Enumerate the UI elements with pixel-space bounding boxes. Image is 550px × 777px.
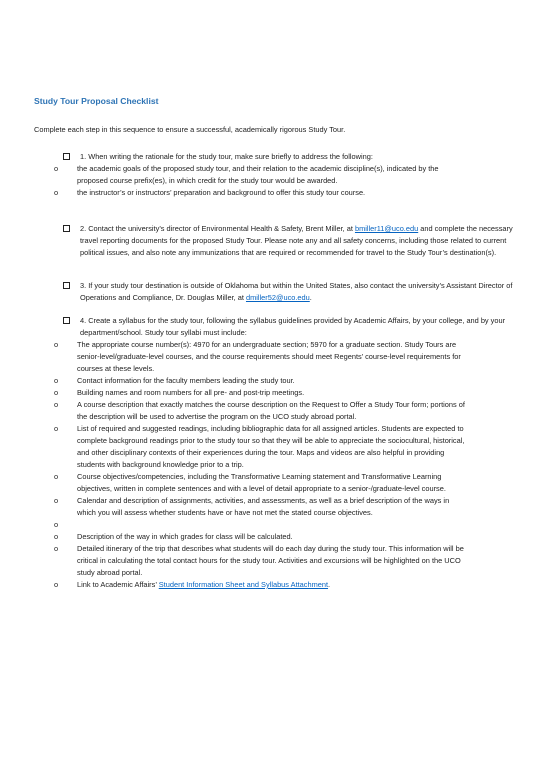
circle-bullet-icon: o (54, 472, 59, 481)
list-item (54, 519, 465, 531)
circle-bullet-icon: o (54, 388, 59, 397)
step-4-sublist (54, 339, 465, 591)
list-item: o Link to Academic Affairs’ Student Information Sheet and Syllabus Attachment. (54, 580, 331, 589)
step-2-text: 2. Contact the university’s director of Environmental Health & Safety, Brent Miller, at bmiller11@uco.edu and complete the necessary travel reporting documents for the proposed Study Tour. Please note any and all safety concerns, including those related to current political issues, and also note any immunizations that are required or recommended for travel to the Study Tour’s destination(s). (80, 224, 513, 257)
step-2-checkbox[interactable] (63, 225, 70, 232)
list-item: o The appropriate course number(s): 4970 for an undergraduate section; 5970 for a graduate section. Study Tours are senior-level/graduate-level courses, and the course requirements should meet Regents’ course-level requirements for courses at these levels. (54, 340, 461, 373)
list-item: o the academic goals of the proposed study tour, and their relation to the academic discipline(s), indicated by the proposed course prefix(es), in which credit for the study tour would be awarded. (54, 164, 439, 185)
circle-bullet-icon: o (54, 496, 59, 505)
circle-bullet-icon: o (54, 544, 59, 553)
list-item: o Calendar and description of assignments, activities, and assessments, as well as a brief description of the ways in which you will assess whether students have or have not met the stated course objectives. (54, 496, 450, 517)
circle-bullet-icon: o (54, 532, 59, 541)
list-item: o List of required and suggested readings, including bibliographic data for all assigned articles. Students are expected to complete background readings prior to the study tour so that they will be able to appreciate the sociocultural, historical, and other disciplinary contexts of their experiences during the tour. Maps and videos are also helpful in providing students with background knowledge prior to a trip. (54, 424, 465, 469)
step-1-sublist (54, 163, 465, 199)
document-title: Study Tour Proposal Checklist (34, 96, 159, 106)
email-link-dmiller[interactable]: dmiller52@uco.edu (245, 293, 310, 302)
step-1-checkbox[interactable] (63, 153, 70, 160)
circle-bullet-icon: o (54, 164, 59, 173)
intro-text: Complete each step in this sequence to ensure a successful, academically rigorous Study Tour. (34, 125, 346, 134)
list-item: o A course description that exactly matches the course description on the Request to Offer a Study Tour form; portions of the description will be used to advertise the program on the UCO study abroad portal. (54, 400, 465, 421)
list-item: o Course objectives/competencies, including the Transformative Learning statement and Transformative Learning objectives, written in complete sentences and with a level of detail appropriate to a senior-/graduate-level course. (54, 472, 446, 493)
list-item: o the instructor’s or instructors’ preparation and background to offer this study tour course. (54, 188, 366, 197)
list-item: o Detailed itinerary of the trip that describes what students will do each day during the study tour. This information will be critical in calculating the total contact hours for the study tour. Activities and excursions will be highlighted on the UCO study abroad portal. (54, 544, 464, 577)
circle-bullet-icon: o (54, 520, 59, 529)
circle-bullet-icon: o (54, 424, 59, 433)
list-item: o Building names and room numbers for all pre- and post-trip meetings. (54, 388, 305, 397)
email-link-bmiller[interactable]: bmiller11@uco.edu (354, 224, 419, 233)
step-4-text: 4. Create a syllabus for the study tour, following the syllabus guidelines provided by Academic Affairs, by your college, and by your department/school. Study tour syllabi must include: (80, 316, 506, 337)
list-item: o Description of the way in which grades for class will be calculated. (54, 532, 293, 541)
step-1-text: 1. When writing the rationale for the study tour, make sure briefly to address the following: (80, 152, 373, 161)
circle-bullet-icon: o (54, 400, 59, 409)
circle-bullet-icon: o (54, 580, 59, 589)
circle-bullet-icon: o (54, 340, 59, 349)
step-4-checkbox[interactable] (63, 317, 70, 324)
student-info-sheet-link[interactable]: Student Information Sheet and Syllabus Attachment (158, 580, 329, 589)
step-3-checkbox[interactable] (63, 282, 70, 289)
circle-bullet-icon: o (54, 188, 59, 197)
circle-bullet-icon: o (54, 376, 59, 385)
list-item: o Contact information for the faculty members leading the study tour. (54, 376, 295, 385)
step-3-text: 3. If your study tour destination is outside of Oklahoma but within the United States, also contact the university’s Assistant Director of Operations and Compliance, Dr. Douglas Miller, at dmiller52@uco.edu. (80, 281, 513, 302)
